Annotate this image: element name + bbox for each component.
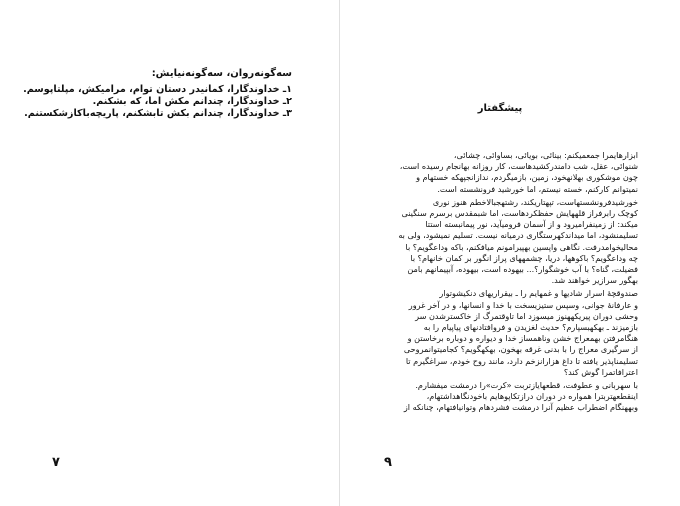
text-line: بهگور سرازیر خواهند شد.: [551, 275, 638, 286]
text-line: و عارفانهٔ جوانی، وسپس ستیزیسخت با خدا و انسانها، و در آخر غرور: [408, 299, 638, 310]
paragraph: [385, 197, 638, 287]
prayer-block: [22, 68, 292, 120]
text-line: وحشی دوران پیریکههنوز میسوزد اما تاوقتمرگ از خاکسترشدن سر: [415, 310, 638, 321]
text-line: تسلیمنشود، اما میداندکهرستگاری درمیانه نیست. تسلیم نمیشود، ولی به: [398, 230, 638, 241]
text-line: ابزارهایمرا جمعمیکنم: بینائی، بویائی، بساوائی، چشائی،: [453, 150, 638, 160]
text-line: اعترافاتمرا گوش کند؟: [563, 366, 638, 377]
text-line: میکند: از زمینفرامیرود و از آسمان فرومیآید، نور پیمانبسته استتا: [425, 219, 638, 230]
page-number-left: ۷: [52, 455, 60, 470]
chapter-title: پیشگفتار: [477, 103, 523, 114]
paragraph: [385, 288, 638, 378]
paragraph: [385, 380, 638, 414]
text-line: تسلیمناپذیر یافته تا داغ هزارانزخم دارد، مانند روح خودم، سراغگیرم تا: [405, 355, 638, 366]
text-line: شنوائی، عقل، شب دامندرکشیدهاست، کار روزانه بهانجام رسیده است،: [399, 161, 638, 172]
page-number-right: ۹: [384, 455, 392, 470]
text-line: فضیلت، گناه؟ با آب خوشگوار؟... بیهوده است، بیهوده، آبپیمانهم بامن: [407, 264, 638, 275]
prayer-item: ۱ـ خداوندگارا، کمانیدر دستان توام، مرامیکش، مپلتاپوسم.: [23, 84, 292, 95]
text-line: خورشیدفرونشستهاست، تپهتاریکند، رشتهجبالاخطم هنوز نوری: [432, 196, 638, 207]
text-line: صندوقچهٔ اسرار شادیها و غمهایم را ـ بیقراریهای دنکیشوتوار: [439, 288, 638, 299]
text-line: با سهربانی و عطوفت، قطعهایازتربت «کرت»را درمشت میفشارم.: [415, 380, 638, 391]
paragraph: [385, 150, 638, 195]
prayer-item: ۳ـ خداوندگارا، چندانم بکش تابشکنم، پاریچەباکازشکستنم.: [24, 108, 292, 119]
text-line: وبههنگام اضطراب عظیم آنرا درمشت فشردهام وتوانیافتهام، چنانکه از: [403, 402, 638, 413]
text-line: محالیخوامدرفت. نگاهی واپسین بهپیرامونم میافکنم، باکه وداعگویم؟ با: [405, 241, 638, 252]
text-line: از سرگیری معراج را با بدنی غرقه بهخون، بهکهگویم؟ کجامیتوانمروحی: [403, 344, 638, 355]
text-line: چون موشکوری بهلانهخود، زمین، بازمیگردم، ندازانجپهکه خستهام و: [416, 172, 638, 183]
body-text: [385, 150, 638, 416]
text-line: بازمیزند ـ بهکهبسپارم؟ حدیث لغزیدن و فروافتادنهای پیاپیام را به: [423, 322, 638, 333]
text-line: هنگامرفتن بهمعراج خشن وناهمساز خدا و دیواره و دوباره برخاستن و: [407, 333, 638, 344]
prayer-item: ۲ـ خداوندگارا، چندانم مکش اما، که بشکنم.: [92, 96, 292, 107]
text-line: کوچک رابرفراز قلههایش حفظکردهاست، اما شبمقدس برسرم سنگینی: [401, 208, 638, 219]
text-line: نمیتوانم کارکنم، خسته نیستم، اما خورشید فرونشسته است.: [437, 183, 638, 194]
text-line: اینقطعهتربترا همواره در دوران درازتکاپوهایم باخودنگاهداشتهام،: [426, 391, 638, 402]
text-line: چه وداعگویم؟ باکوهها، دریا، چشمههای پراز انگور بر کمان خانهام؟ با: [410, 252, 638, 263]
prayer-heading: سەگونەروان، سەگونەنیایش:: [151, 68, 292, 79]
